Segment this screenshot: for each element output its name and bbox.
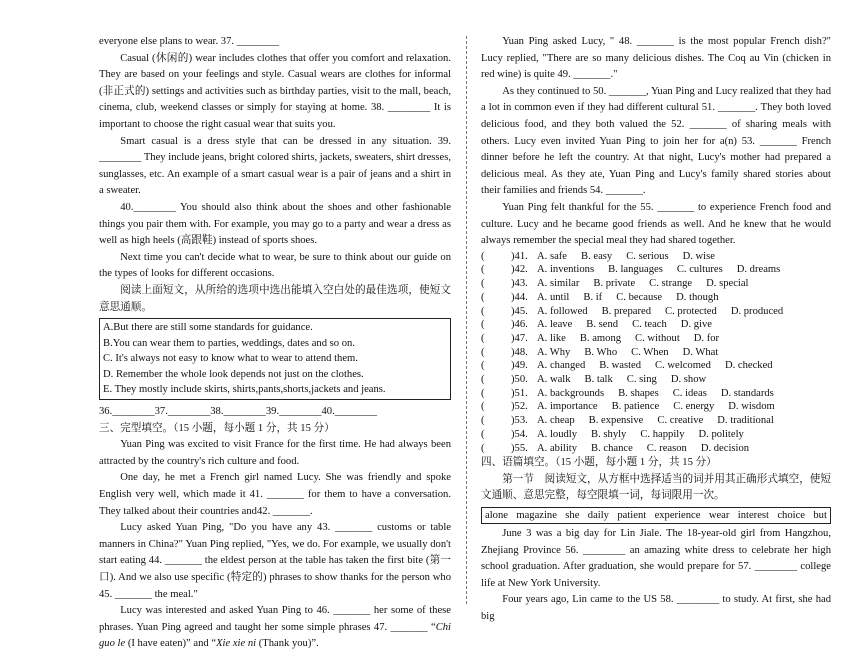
answer-choice: D. give — [680, 319, 712, 331]
cloze-paragraph-6: As they continued to 50. _______, Yuan Ping and Lucy realized that they had a lot in common even if they had different cultural 51. _______. They both loved delicious food, and they both valued the 52. _______ of sharing meals with others. Lucy even invited Yuan Ping to join her for a(n) 53. _______ French dinner before he left the country. At that night, Lucy's mother had prepared a delicious meal. As they ate, Yuan Ping and Lucy's family shared stories about their families and friends 54. _______. — [481, 85, 831, 197]
answer-bracket[interactable]: ( — [481, 291, 485, 303]
answer-choice: D. produced — [730, 305, 784, 317]
answer-choice: A. safe — [537, 250, 568, 262]
answer-choice: C. because — [616, 291, 663, 303]
word-choice: she — [565, 510, 580, 522]
word-choice: alone — [485, 510, 508, 522]
left-column — [99, 34, 451, 653]
right-column — [481, 34, 831, 626]
answer-choice: B. shapes — [618, 387, 659, 399]
answer-choice: A. leave — [537, 319, 573, 331]
cloze-paragraph-4: Lucy was interested and asked Yuan Ping to 46. _______ her some of these phrases. Yuan Ping agreed and taught her some simple phrases 47. _______ “Chi guo le (I have eaten)” and “Xie xie ni (Thank you)”. — [99, 605, 451, 650]
answer-choice: A. Why — [537, 346, 571, 358]
paragraph-conclusion: Next time you can't decide what to wear, be sure to think about our guide on the types of looks for different occasions. — [99, 251, 451, 280]
answer-bracket[interactable]: ( — [481, 319, 485, 331]
answer-bracket[interactable]: ( — [481, 415, 485, 427]
answer-choice: A. followed — [537, 305, 588, 317]
answer-choice: C. When — [631, 346, 669, 358]
answer-choice: C. happily — [640, 428, 685, 440]
answer-choice: B. shyly — [591, 428, 627, 440]
answer-choice: C. serious — [626, 250, 669, 262]
question-row — [481, 387, 831, 401]
answer-bracket[interactable]: ( — [481, 250, 485, 262]
question-row — [481, 428, 831, 442]
cloze-paragraph-1: Yuan Ping was excited to visit France for the first time. He had always been attracted by the country's rich culture and food. — [99, 439, 451, 467]
grammar-paragraph-1: June 3 was a big day for Lin Jiale. The 18-year-old girl from Hangzhou, Zhejiang Province 56. ________ an amazing white dress to celebrate her high school graduation. After graduation, she would prepare for 57. ________ college life at New York University. — [481, 528, 831, 589]
answer-choice: C. sing — [626, 374, 657, 386]
answer-choice: C. energy — [673, 401, 715, 413]
word-choice: but — [813, 510, 827, 522]
answer-bracket[interactable]: ( — [481, 332, 485, 344]
answer-choice: B. Who — [584, 346, 618, 358]
section-4-heading: 四、语篇填空。（15 小题，每小题 1 分，共 15 分） — [481, 457, 717, 469]
grammar-paragraph-2: Four years ago, Lin came to the US 58. ________ to study. At first, she had big — [481, 594, 831, 623]
paragraph-smart-casual: Smart casual is a dress style that can be dressed in any situation. 39. ________ They include jeans, bright colored shirts, jackets, sweaters, shirt dresses, sunglasses, etc. An example of a smart casual wear is a pair of jeans and a shirt in a sweater. — [99, 135, 451, 197]
answer-choice: A. importance — [537, 401, 598, 413]
cloze-paragraph-3: Lucy asked Yuan Ping, "Do you have any 43. _______ customs or table manners in China?" Yuan Ping replied, "Yes, we do. For example, we usually don't start eating 44. _______ the eldest person at the table has taken the first bite (第一口). And we also use specific (特定的) phrases to show thanks for the person who 45. _______ the meal." — [99, 522, 451, 600]
answer-choice: C. strange — [649, 278, 693, 290]
question-number: )49. — [511, 360, 528, 372]
question-row — [481, 414, 831, 428]
question-row — [481, 318, 831, 332]
answer-choice: C. cultures — [676, 264, 723, 276]
answer-choice: C. ideas — [672, 387, 707, 399]
question-number: )44. — [511, 291, 528, 303]
question-row — [481, 277, 831, 291]
answer-choice: B. talk — [584, 374, 613, 386]
answer-choice: A. until — [537, 291, 570, 303]
cloze-paragraph-5: Yuan Ping asked Lucy, " 48. _______ is the most popular French dish?" Lucy replied, "There are so many delicious dishes. The Coq au Vin (chicken in red wine) is quite 49. _______." — [481, 36, 831, 81]
pinyin-phrase-1: Chi guo le — [99, 621, 451, 650]
question-row — [481, 263, 831, 277]
answer-choice: D. special — [706, 278, 749, 290]
answer-choice: B. among — [579, 332, 622, 344]
answer-choice: D. show — [670, 374, 707, 386]
answer-bracket[interactable]: ( — [481, 305, 485, 317]
options-box — [99, 318, 451, 400]
answer-bracket[interactable]: ( — [481, 374, 485, 386]
answer-choice: B. patience — [611, 401, 660, 413]
answer-choice: B. prepared — [601, 305, 652, 317]
answer-bracket[interactable]: ( — [481, 442, 485, 454]
answer-choice: B. languages — [608, 264, 663, 276]
option-d: D. Remember the whole look depends not just on the clothes. — [103, 368, 364, 380]
word-choice: wear — [708, 510, 730, 522]
option-e: E. They mostly include skirts, shirts,pants,shorts,jackets and jeans. — [103, 384, 386, 396]
column-divider — [466, 36, 467, 604]
answer-choice: C. creative — [657, 415, 704, 427]
answer-choice: C. without — [635, 332, 680, 344]
answer-choice: A. backgrounds — [537, 387, 605, 399]
answer-choice: D. though — [676, 291, 719, 303]
answer-choice: A. similar — [537, 278, 580, 290]
answer-choice: B. expensive — [588, 415, 644, 427]
question-number: )54. — [511, 428, 528, 440]
question-number: )46. — [511, 319, 528, 331]
answer-choice: B. wasted — [599, 360, 642, 372]
answer-choice: D. decision — [700, 442, 750, 454]
answer-choice: D. dreams — [736, 264, 781, 276]
answer-choice: A. ability — [537, 442, 578, 454]
question-number: )51. — [511, 387, 528, 399]
answer-choice: C. teach — [632, 319, 667, 331]
question-number: )42. — [511, 264, 528, 276]
answer-choice: D. politely — [698, 428, 744, 440]
question-row — [481, 305, 831, 319]
question-number: )53. — [511, 415, 528, 427]
answer-bracket[interactable]: ( — [481, 428, 485, 440]
passage-fragment: everyone else plans to wear. 37. ________ — [99, 36, 280, 47]
question-number: )43. — [511, 278, 528, 290]
answer-choice: A. cheap — [537, 415, 575, 427]
word-choice: magazine — [516, 510, 557, 522]
word-choice: daily — [587, 510, 609, 522]
cloze-paragraph-2: One day, he met a French girl named Lucy. She was friendly and spoke English very well, which made it 41. _______ for them to have a conversation. They talked about their countries and42. _______. — [99, 472, 451, 517]
answer-choice: D. wise — [682, 250, 715, 262]
question-number: )41. — [511, 250, 528, 262]
answer-choice: A. loudly — [537, 428, 578, 440]
answer-choice: B. private — [593, 278, 636, 290]
question-number: )48. — [511, 346, 528, 358]
question-number: )52. — [511, 401, 528, 413]
answer-choice: D. wisdom — [728, 401, 775, 413]
paragraph-shoes: 40.________ You should also think about the shoes and other fashionable things you pair them with. For example, you may go to a party and wear a dress as well as high heels (高跟鞋) instead of sports shoes. — [99, 201, 451, 247]
answer-bracket[interactable]: ( — [481, 360, 485, 372]
question-number: )50. — [511, 374, 528, 386]
question-number: )55. — [511, 442, 528, 454]
answer-choice: B. easy — [581, 250, 613, 262]
answer-choice: D. What — [682, 346, 719, 358]
question-row — [481, 332, 831, 346]
answer-choice: A. walk — [537, 374, 571, 386]
question-row — [481, 442, 831, 456]
question-row — [481, 250, 831, 264]
question-row — [481, 373, 831, 387]
word-choice: choice — [777, 510, 805, 522]
answer-choice: C. reason — [646, 442, 687, 454]
answer-choice: B. if — [583, 291, 603, 303]
question-number: )47. — [511, 332, 528, 344]
answer-bracket[interactable]: ( — [481, 278, 485, 290]
reading-instruction: 阅读上面短文，从所给的选项中选出能填入空白处的最佳选项，使短文意思通顺。 — [99, 284, 451, 313]
answer-choice: D. traditional — [717, 415, 774, 427]
question-row — [481, 291, 831, 305]
question-row — [481, 346, 831, 360]
section-4-instruction: 第一节 阅读短文，从方框中选择适当的词并用其正确形式填空，使短文通顺、意思完整，每空限填一词，每词限用一次。 — [481, 473, 831, 502]
question-row — [481, 400, 831, 414]
answer-choice: A. like — [537, 332, 566, 344]
answer-choice: B. chance — [591, 442, 633, 454]
answer-bracket[interactable]: ( — [481, 401, 485, 413]
answer-choice: D. checked — [724, 360, 773, 372]
word-choice: interest — [737, 510, 769, 522]
option-a: A.But there are still some standards for guidance. — [103, 322, 313, 334]
answer-bracket[interactable]: ( — [481, 387, 485, 399]
answer-blanks: 36.________37.________38.________39.________40.________ — [99, 406, 378, 418]
answer-bracket[interactable]: ( — [481, 346, 485, 358]
paragraph-casual-wear: Casual (休闲的) wear includes clothes that offer you comfort and relaxation. They are based on your feelings and style. Casual wears are clothes for informal (非正式的) settings and activities such as birthday parties, visit to the mall, beach, cinema, club, weekend classes or simply for staying at home. 38. ________ It is important to choose the right casual wear that suits you. — [99, 52, 451, 130]
answer-choice: B. send — [586, 319, 619, 331]
section-3-heading: 三、完型填空。（15 小题，每小题 1 分，共 15 分） — [99, 422, 335, 434]
pinyin-phrase-2: Xie xie ni — [216, 638, 257, 650]
option-c: C. It's always not easy to know what to wear to attend them. — [103, 353, 358, 365]
answer-choice: C. protected — [665, 305, 717, 317]
option-b: B.You can wear them to parties, weddings, dates and so on. — [103, 337, 355, 349]
question-list — [481, 250, 831, 456]
answer-choice: D. standards — [720, 387, 774, 399]
word-choice: experience — [654, 510, 701, 522]
word-choice: patient — [617, 510, 647, 522]
answer-choice: A. changed — [537, 360, 586, 372]
word-box — [481, 507, 831, 524]
question-number: )45. — [511, 305, 528, 317]
answer-choice: A. inventions — [537, 264, 595, 276]
answer-choice: D. for — [693, 332, 720, 344]
answer-bracket[interactable]: ( — [481, 264, 485, 276]
answer-choice: C. welcomed — [655, 360, 711, 372]
cloze-paragraph-7: Yuan Ping felt thankful for the 55. _______ to experience French food and culture. Lucy and he became good friends as well. And he knew that he would always remember the special meal they had shared together. — [481, 201, 831, 247]
question-row — [481, 359, 831, 373]
